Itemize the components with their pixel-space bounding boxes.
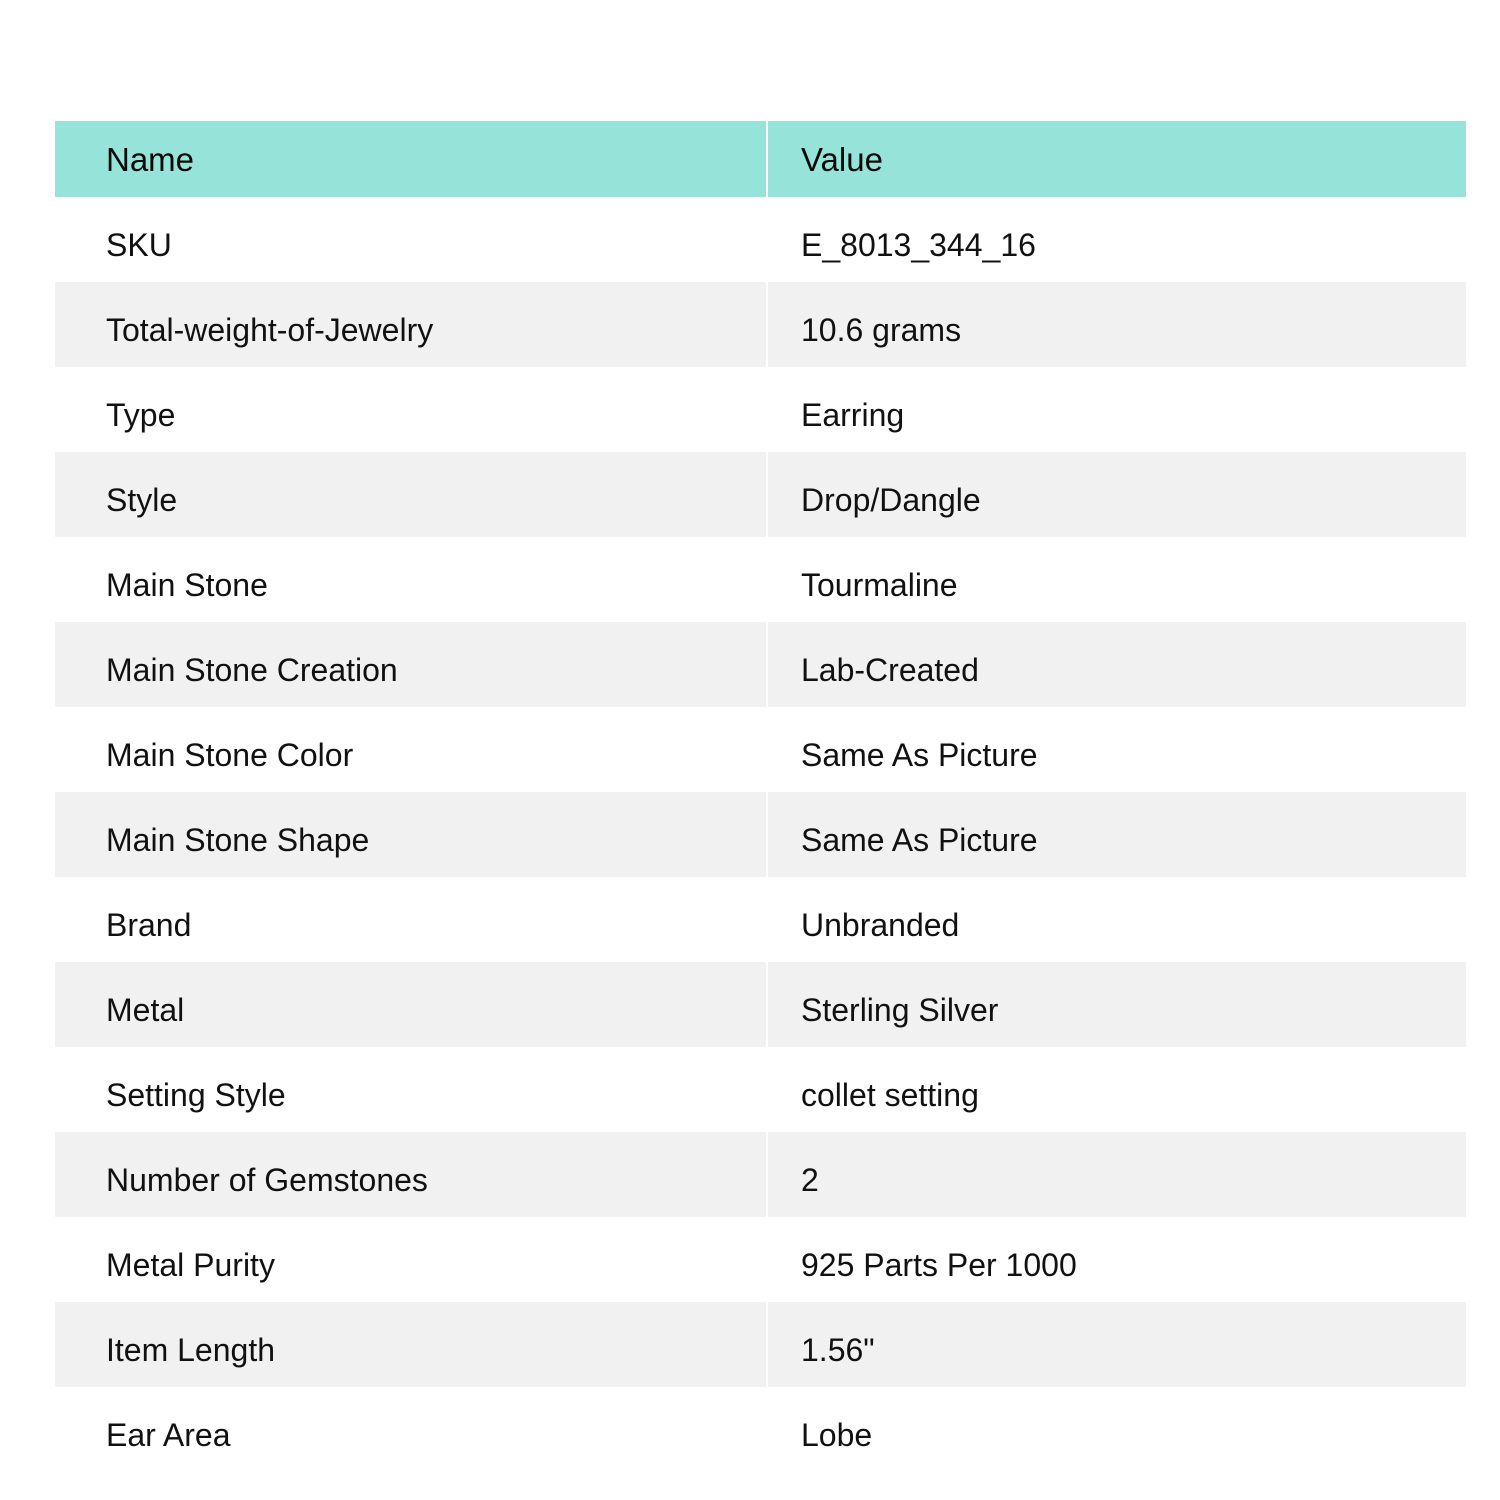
table-row xyxy=(55,792,1466,877)
row-name: Metal xyxy=(55,962,766,1047)
row-value: Same As Picture xyxy=(768,792,1466,877)
row-value: Same As Picture xyxy=(768,707,1466,792)
table-row xyxy=(55,1387,1466,1472)
table-row xyxy=(55,282,1466,367)
row-value: collet setting xyxy=(768,1047,1466,1132)
row-name: Type xyxy=(55,367,766,452)
row-name: SKU xyxy=(55,197,766,282)
row-name: Number of Gemstones xyxy=(55,1132,766,1217)
row-value: Lobe xyxy=(768,1387,1466,1472)
row-value: E_8013_344_16 xyxy=(768,197,1466,282)
table-row xyxy=(55,367,1466,452)
row-name: Style xyxy=(55,452,766,537)
row-value: Tourmaline xyxy=(768,537,1466,622)
table-row xyxy=(55,877,1466,962)
row-value: Drop/Dangle xyxy=(768,452,1466,537)
row-value: Unbranded xyxy=(768,877,1466,962)
table-header-row xyxy=(55,121,1466,197)
table-row xyxy=(55,707,1466,792)
table-row xyxy=(55,1132,1466,1217)
row-value: Lab-Created xyxy=(768,622,1466,707)
header-value: Value xyxy=(768,121,1466,197)
row-value: Sterling Silver xyxy=(768,962,1466,1047)
table-row xyxy=(55,1047,1466,1132)
row-name: Main Stone xyxy=(55,537,766,622)
row-name: Metal Purity xyxy=(55,1217,766,1302)
row-name: Main Stone Color xyxy=(55,707,766,792)
row-value: 925 Parts Per 1000 xyxy=(768,1217,1466,1302)
table-row xyxy=(55,622,1466,707)
row-name: Brand xyxy=(55,877,766,962)
row-name: Total-weight-of-Jewelry xyxy=(55,282,766,367)
row-name: Ear Area xyxy=(55,1387,766,1472)
row-name: Main Stone Creation xyxy=(55,622,766,707)
row-name: Main Stone Shape xyxy=(55,792,766,877)
table-row xyxy=(55,1217,1466,1302)
table-row xyxy=(55,452,1466,537)
header-name: Name xyxy=(55,121,766,197)
table-row xyxy=(55,197,1466,282)
row-name: Item Length xyxy=(55,1302,766,1387)
row-value: Earring xyxy=(768,367,1466,452)
table-row xyxy=(55,537,1466,622)
table-row xyxy=(55,1302,1466,1387)
specifications-table xyxy=(55,121,1466,1472)
row-value: 2 xyxy=(768,1132,1466,1217)
row-value: 10.6 grams xyxy=(768,282,1466,367)
row-name: Setting Style xyxy=(55,1047,766,1132)
row-value: 1.56" xyxy=(768,1302,1466,1387)
table-row xyxy=(55,962,1466,1047)
